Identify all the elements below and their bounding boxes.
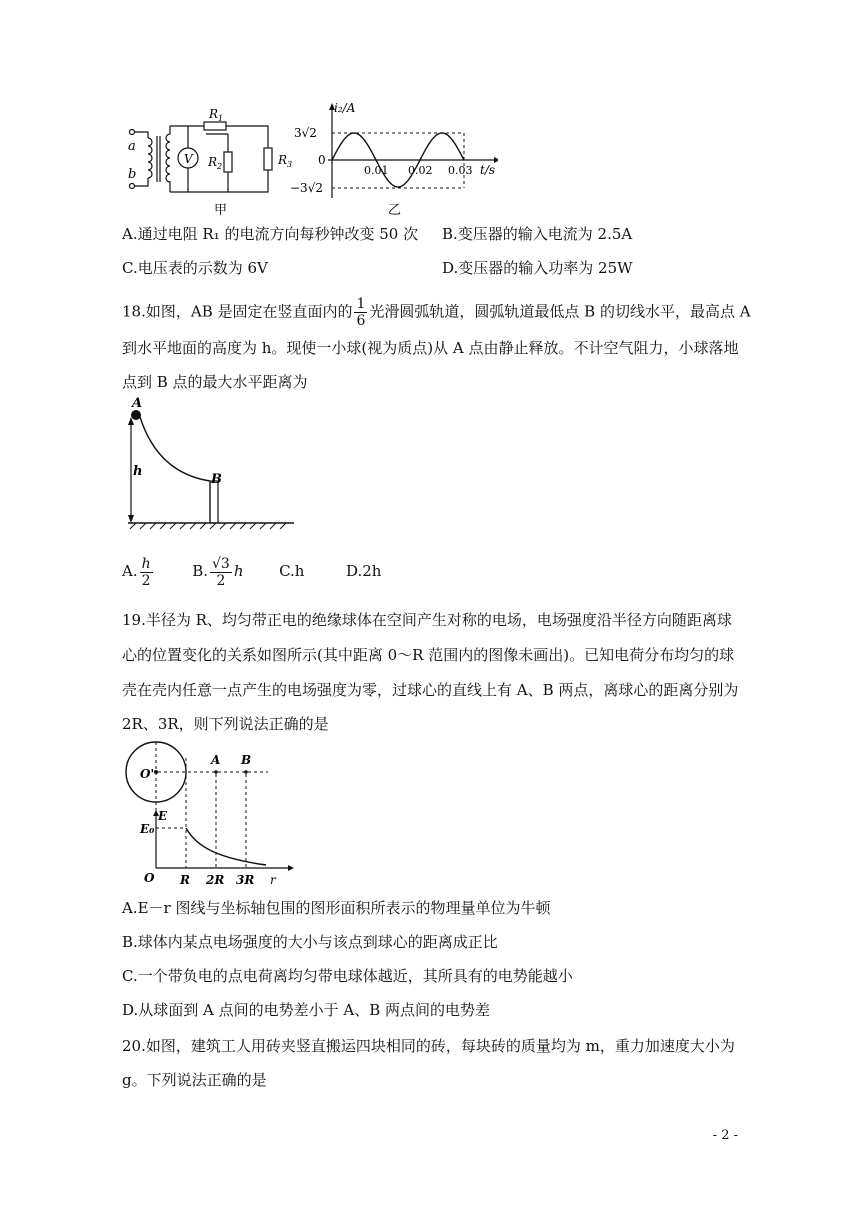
label-point-b: B: [241, 753, 252, 767]
q17-option-b: B.变压器的输入电流为 2.5A: [442, 225, 633, 243]
q18-line-2: 到水平地面的高度为 h。现使一小球(视为质点)从 A 点由静止释放。不计空气阻力，小球落地: [122, 339, 739, 357]
graph-yneg: −3√2: [290, 181, 323, 195]
q18-option-b-h: h: [233, 562, 244, 580]
q18-line-1-pre: 18.如图，AB 是固定在竖直面内的: [122, 302, 353, 321]
q18-option-b-prefix: B.: [192, 562, 208, 580]
label-origin: O: [144, 871, 155, 885]
q18-option-d: D.2h: [346, 562, 382, 580]
label-point-a: A: [211, 753, 221, 767]
caption-yi: 乙: [388, 203, 402, 218]
ball-a: [131, 410, 141, 420]
r2-label: $R_2$: [208, 155, 223, 171]
resistor-r1: [204, 122, 226, 130]
q19-line-1: 19.半径为 R、均匀带正电的绝缘球体在空间产生对称的电场，电场强度沿半径方向随距离球: [122, 611, 732, 629]
q18-line-1-post: 光滑圆弧轨道，圆弧轨道最低点 B 的切线水平，最高点 A: [369, 302, 751, 321]
arc-track: [140, 417, 210, 481]
label-h: h: [133, 464, 143, 479]
q18-option-b: [210, 556, 232, 589]
q18-line-1: [122, 296, 751, 329]
q18-option-b-num: √3: [212, 555, 230, 572]
caption-jia: 甲: [214, 203, 228, 218]
frac-num: 1: [356, 296, 366, 312]
frac-den: 6: [356, 313, 366, 329]
q19-figure: [118, 738, 298, 890]
fraction-one-sixth: [354, 296, 367, 329]
q19-line-3: 壳在壳内任意一点产生的电场强度为零，过球心的直线上有 A、B 两点，离球心的距离分别为: [122, 681, 739, 699]
resistor-r3: [264, 148, 272, 170]
resistor-r2: [224, 152, 232, 172]
terminal-a: [130, 130, 135, 135]
q17-option-a: A.通过电阻 R₁ 的电流方向每秒钟改变 50 次: [122, 225, 419, 243]
ground-hatch: [130, 523, 286, 529]
label-e: E: [158, 809, 168, 823]
transformer: [135, 126, 268, 192]
current-graph: [328, 103, 498, 198]
label-e0: E₀: [140, 822, 155, 836]
q20-line-2: g。下列说法正确的是: [122, 1071, 267, 1089]
label-2r: 2R: [206, 873, 225, 887]
q18-option-a: [140, 556, 153, 589]
voltmeter-label: V: [184, 152, 193, 166]
tick-003: 0.03: [448, 164, 473, 177]
graph-xlabel: t/s: [480, 163, 496, 177]
label-b: b: [128, 167, 137, 182]
q19-option-b: B.球体内某点电场强度的大小与该点到球心的距离成正比: [122, 933, 498, 951]
tick-001: 0.01: [364, 164, 389, 177]
q18-figure: [118, 395, 298, 535]
q20-line-1: 20.如图，建筑工人用砖夹竖直搬运四块相同的砖，每块砖的质量均为 m，重力加速度大小为: [122, 1037, 735, 1055]
label-point-a: A: [132, 396, 143, 411]
q19-line-4: 2R、3R，则下列说法正确的是: [122, 715, 329, 733]
q17-option-c: C.电压表的示数为 6V: [122, 259, 268, 277]
q19-option-c: C.一个带负电的点电荷离均匀带电球体越近，其所具有的电势能越小: [122, 967, 573, 985]
label-point-b: B: [211, 472, 222, 487]
q18-option-a-num: h: [141, 555, 151, 572]
q19-line-2: 心的位置变化的关系如图所示(其中距离 0～R 范围内的图像未画出)。已知电荷分布均匀的球: [122, 646, 735, 664]
q18-option-b-den: 2: [216, 572, 226, 589]
q17-option-d: D.变压器的输入功率为 25W: [442, 259, 633, 277]
label-a: a: [128, 139, 136, 154]
q18-options: [122, 553, 381, 589]
q18-option-a-den: 2: [141, 572, 151, 589]
q18-line-3: 点到 B 点的最大水平距离为: [122, 373, 308, 391]
graph-ypos: 3√2: [294, 126, 317, 140]
label-center: O': [140, 767, 155, 781]
q19-option-d: D.从球面到 A 点间的电势差小于 A、B 两点间的电势差: [122, 1001, 491, 1019]
r1-label: $R_1$: [209, 107, 224, 123]
label-r-axis: r: [270, 873, 276, 887]
q17-figure: [118, 100, 498, 220]
graph-ylabel: i₂/A: [334, 101, 356, 115]
q19-option-a: A.E－r 图线与坐标轴包围的图形面积所表示的物理量单位为牛顿: [122, 899, 551, 917]
e-r-curve: [186, 828, 266, 865]
page-number: - 2 -: [712, 1128, 738, 1143]
graph-zero: 0: [318, 153, 326, 167]
terminal-b: [130, 184, 135, 189]
tick-002: 0.02: [408, 164, 433, 177]
label-3r: 3R: [236, 873, 255, 887]
q18-option-a-prefix: A.: [122, 562, 138, 580]
label-r: R: [180, 873, 190, 887]
q18-option-c: C.h: [279, 562, 305, 580]
r3-label: $R_3$: [278, 153, 293, 169]
